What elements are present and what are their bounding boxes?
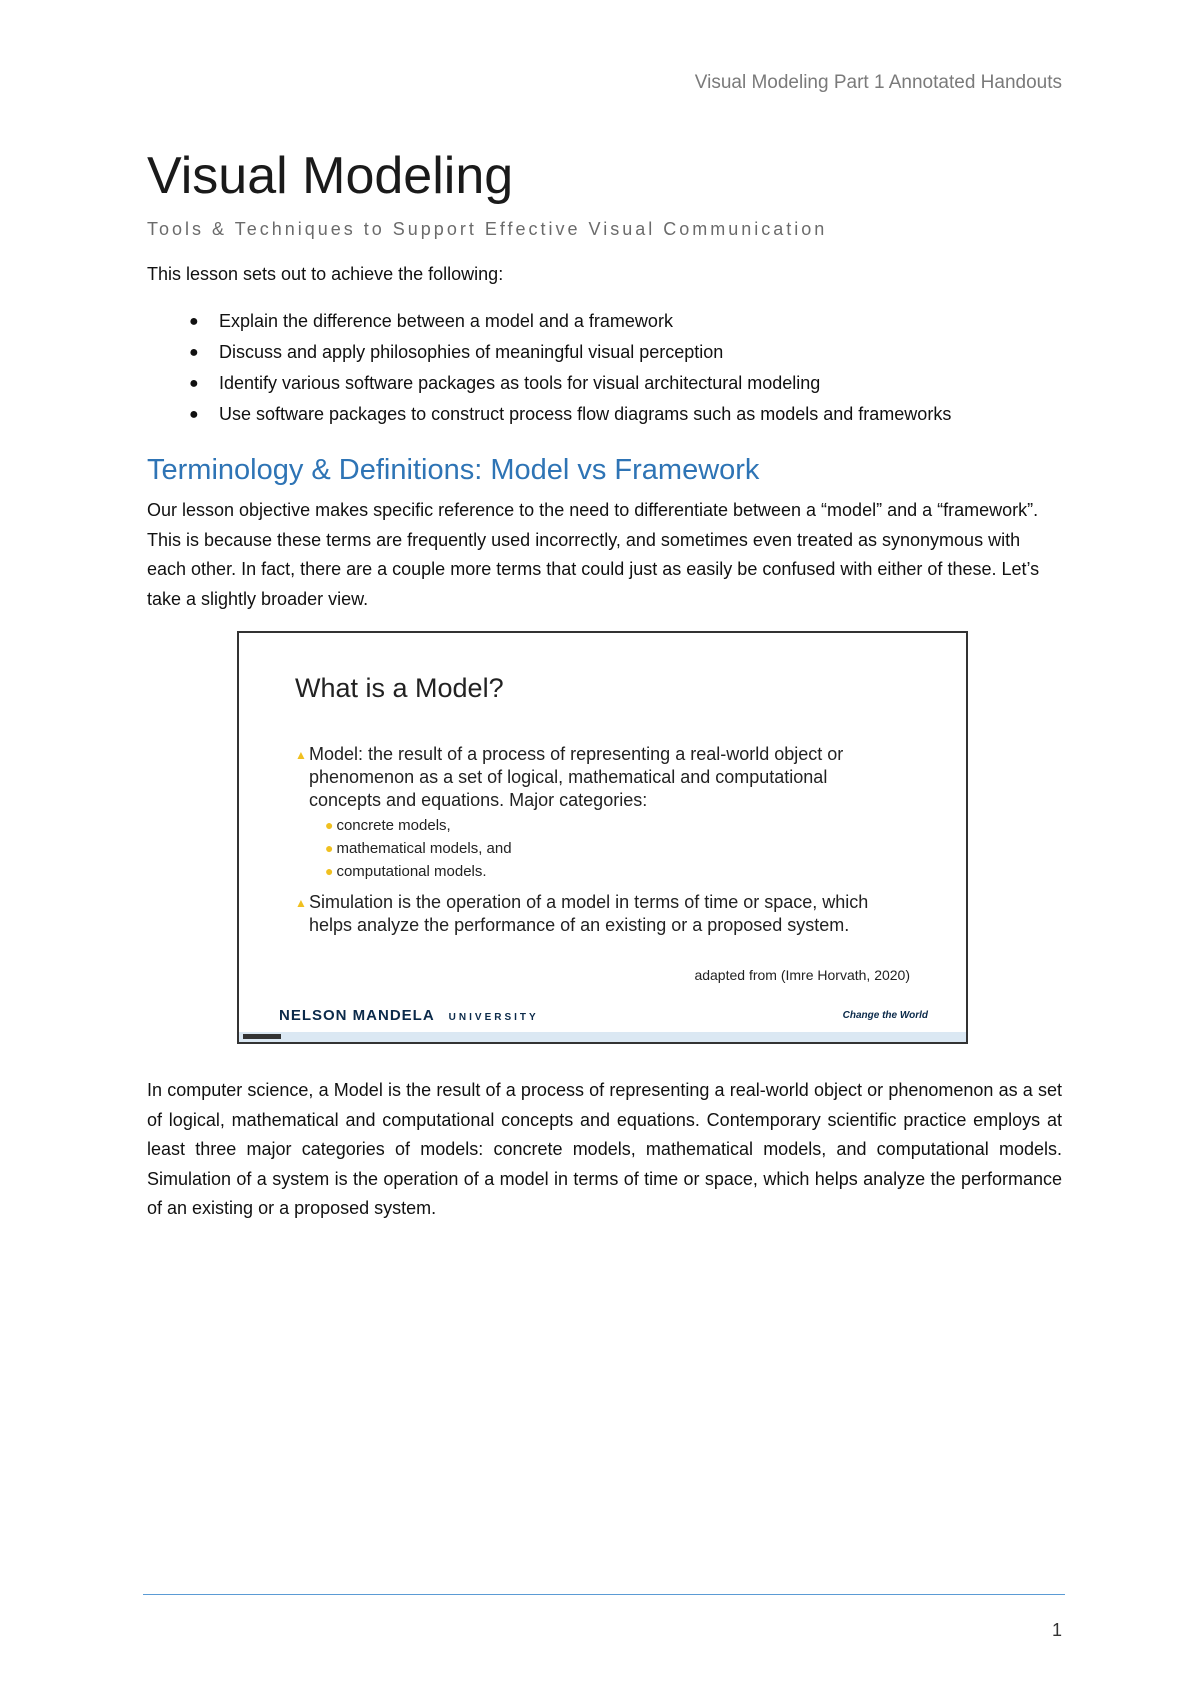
section-heading: Terminology & Definitions: Model vs Framework bbox=[147, 454, 760, 486]
triangle-bullet-icon: ▲ bbox=[295, 748, 307, 762]
circle-bullet-icon: ● bbox=[325, 863, 334, 879]
slide-subitem: ● concrete models, bbox=[325, 817, 451, 834]
list-item: ● Identify various software packages as tools for visual architectural modeling bbox=[147, 368, 951, 399]
bullet-icon: ● bbox=[189, 375, 199, 392]
slide-player-bar bbox=[239, 1032, 966, 1042]
slide-subitem: ● computational models. bbox=[325, 863, 487, 880]
slide-bullet-model: ▲ Model: the result of a process of representing a real-world object or phenomenon as a set of logical, mathematical and computational concepts and equations. Major categories: bbox=[295, 744, 844, 810]
bullet-icon: ● bbox=[189, 406, 199, 423]
embedded-slide bbox=[237, 631, 968, 1044]
player-controls-icon bbox=[243, 1034, 281, 1039]
slide-subitem: ● mathematical models, and bbox=[325, 840, 512, 857]
paragraph-model-definition: In computer science, a Model is the result of a process of representing a real-world object or phenomenon as a set of logical, mathematical and computational concepts and equations. Contemporary scientific practice employs at least three major categories of models: concrete models, mathematical models, and computational models. Simulation of a system is the operation of a model in terms of time or space, which helps analyze the performance of an existing or a proposed system. bbox=[147, 1080, 1062, 1218]
page-number: 1 bbox=[1051, 1620, 1062, 1640]
objectives-list bbox=[147, 306, 951, 430]
footer-divider bbox=[143, 1594, 1065, 1595]
university-logo: NELSON MANDELA UNIVERSITY bbox=[279, 1007, 539, 1024]
circle-bullet-icon: ● bbox=[325, 840, 334, 856]
list-item: ● Discuss and apply philosophies of meaningful visual perception bbox=[147, 337, 951, 368]
circle-bullet-icon: ● bbox=[325, 817, 334, 833]
bullet-icon: ● bbox=[189, 313, 199, 330]
document-title: Visual Modeling bbox=[147, 147, 514, 205]
running-header: Visual Modeling Part 1 Annotated Handouts bbox=[694, 72, 1062, 93]
intro-text: This lesson sets out to achieve the following: bbox=[147, 264, 504, 284]
bullet-icon: ● bbox=[189, 344, 199, 361]
slide-title: What is a Model? bbox=[295, 673, 504, 703]
list-item: ● Use software packages to construct process flow diagrams such as models and frameworks bbox=[147, 399, 951, 430]
slide-credit: adapted from (Imre Horvath, 2020) bbox=[694, 967, 910, 983]
slide-bullet-simulation: ▲ Simulation is the operation of a model in terms of time or space, which helps analyze the performance of an existing or a proposed system. bbox=[295, 892, 869, 935]
list-item: ● Explain the difference between a model and a framework bbox=[147, 306, 951, 337]
paragraph-intro-terminology: Our lesson objective makes specific reference to the need to differentiate between a “model” and a “framework”. This is because these terms are frequently used incorrectly, and sometimes even treated as synonymous with each other. In fact, there are a couple more terms that could just as easily be confused with either of these. Let’s take a slightly broader view. bbox=[147, 500, 1040, 609]
slide-tagline: Change the World bbox=[842, 1010, 928, 1021]
document-subtitle: Tools & Techniques to Support Effective Visual Communication bbox=[147, 219, 828, 239]
triangle-bullet-icon: ▲ bbox=[295, 896, 307, 910]
